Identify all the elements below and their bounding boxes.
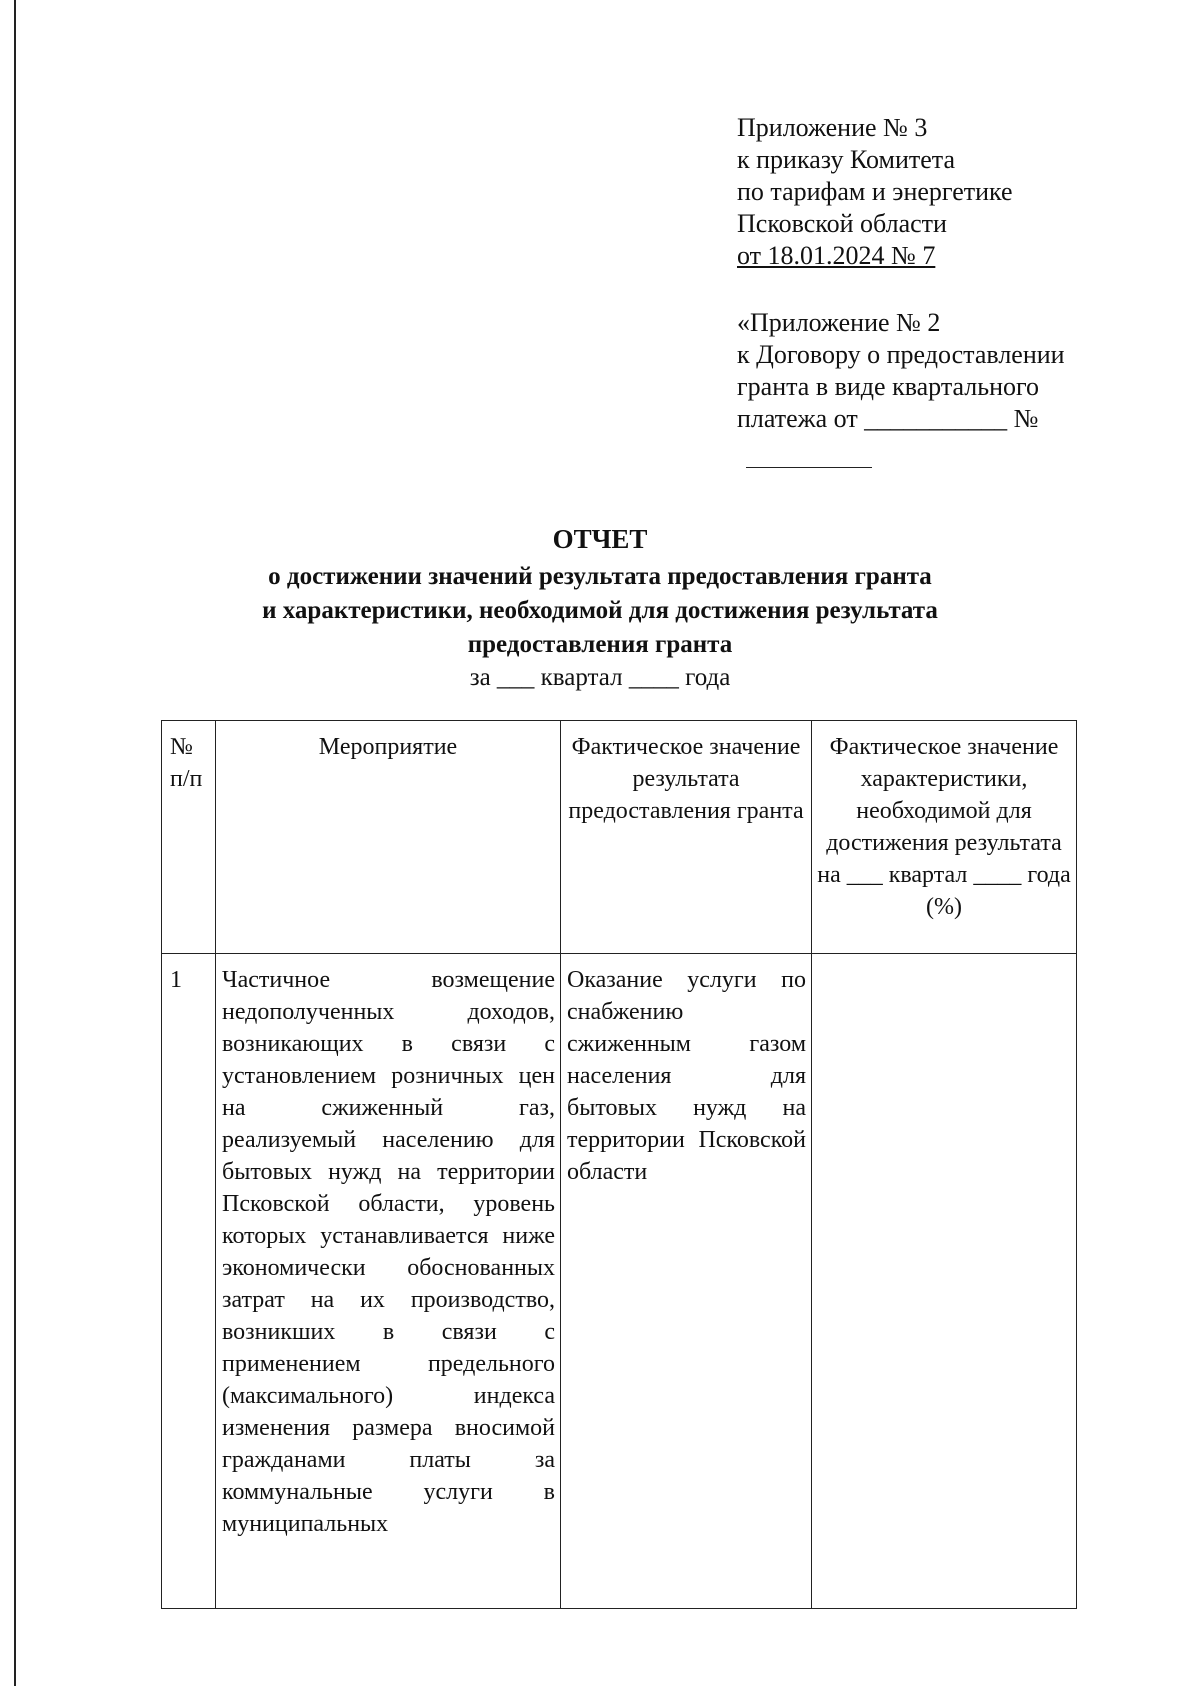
table-row [162, 954, 1077, 1609]
header-result: Фактическое значение результата предоставления гранта [561, 721, 812, 954]
table-header-row [162, 721, 1077, 954]
contract-appendix-line: к Договору о предоставлении [737, 340, 1065, 369]
contract-appendix-line: «Приложение № 2 [737, 308, 941, 337]
report-period: за ___ квартал ____ года [469, 664, 731, 691]
report-subtitle-line: о достижении значений результата предоставления гранта [268, 563, 932, 590]
report-subtitle-line: предоставления гранта [467, 631, 733, 658]
contract-number-blank [746, 467, 872, 468]
row-num: 1 [162, 954, 216, 1609]
header-activity: Мероприятие [216, 721, 561, 954]
appendix-header [737, 112, 1013, 272]
report-title: ОТЧЕТ [552, 524, 648, 554]
appendix-line: Псковской области [737, 209, 947, 238]
report-table [161, 720, 1077, 1609]
contract-appendix-header [737, 307, 1065, 435]
header-characteristic: Фактическое значение характеристики, необходимой для достижения результата на ___ квартал ____ года (%) [812, 721, 1077, 954]
row-characteristic [812, 954, 1077, 1609]
appendix-line: к приказу Комитета [737, 145, 956, 174]
contract-appendix-line: гранта в виде квартального [737, 372, 1040, 401]
header-num: № п/п [162, 721, 216, 954]
report-subtitle [0, 560, 1200, 662]
row-activity: Частичное возмещение недополученных доходов, возникающих в связи с установлением розничных цен на сжиженный газ, реализуемый населению для бытовых нужд на территории Псковской области, уровень которых устанавливается ниже экономически обоснованных затрат на их производство, возникших в связи с применением предельного (максимального) индекса изменения размера вносимой гражданами платы за коммунальные услуги в муниципальных [216, 954, 561, 1609]
appendix-order-date: от 18.01.2024 № 7 [737, 241, 936, 270]
report-subtitle-line: и характеристики, необходимой для достижения результата [262, 597, 938, 624]
contract-appendix-line: платежа от ___________ № [737, 404, 1039, 433]
appendix-line: по тарифам и энергетике [737, 177, 1013, 206]
row-result: Оказание услуги по снабжению сжиженным газом населения для бытовых нужд на территории Псковской области [561, 954, 812, 1609]
appendix-line: Приложение № 3 [737, 113, 928, 142]
page-edge-line [14, 0, 16, 1686]
